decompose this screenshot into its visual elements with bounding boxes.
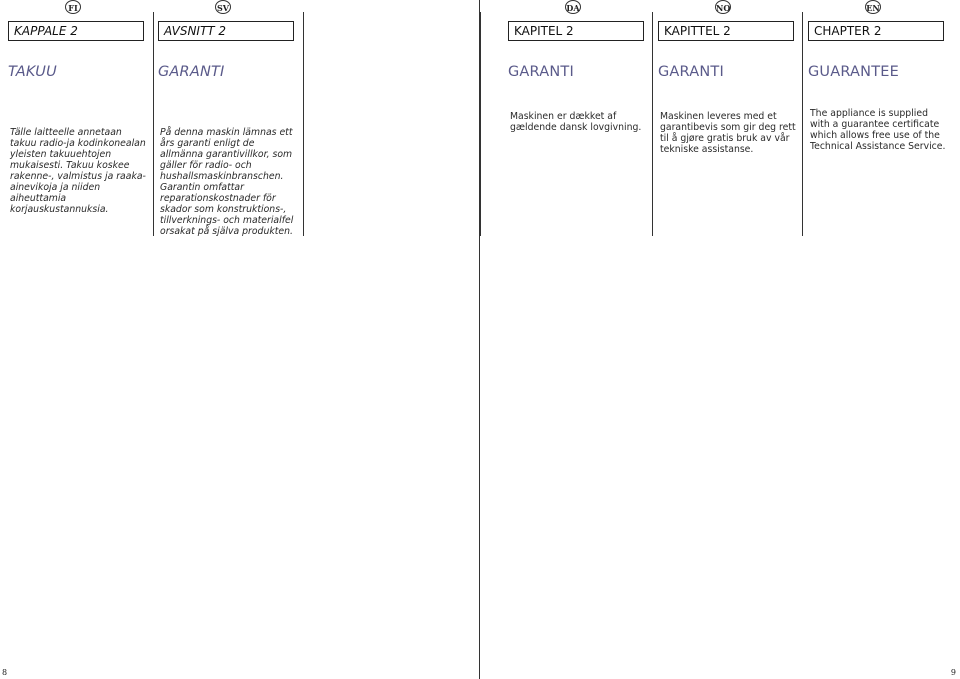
chapter-heading-fi: KAPPALE 2	[8, 21, 144, 41]
section-title-fi: TAKUU	[8, 64, 57, 80]
page-number-right: 9	[950, 668, 956, 677]
language-badge-da: DA	[565, 0, 581, 14]
chapter-heading-no: KAPITTEL 2	[658, 21, 794, 41]
column-divider	[802, 12, 803, 236]
chapter-heading-en: CHAPTER 2	[808, 21, 944, 41]
right-page	[480, 0, 960, 679]
chapter-heading-da: KAPITEL 2	[508, 21, 644, 41]
column-divider	[480, 12, 481, 236]
column-divider	[303, 12, 304, 236]
language-badge-no: NO	[715, 0, 731, 14]
column-divider	[153, 12, 154, 236]
section-title-sv: GARANTI	[158, 64, 225, 80]
body-text-en: The appliance is supplied with a guarantee certificate which allows free use of the Technical Assistance Service.	[810, 108, 946, 152]
section-title-en: GUARANTEE	[808, 64, 900, 80]
language-badge-fi: FI	[65, 0, 81, 14]
body-text-fi: Tälle laitteelle annetaan takuu radio-ja kodinkonealan yleisten takuuehtojen mukaisesti. Takuu koskee rakenne-, valmistus ja raaka-ainevikoja ja niiden aiheuttamia korjauskustannuksia.	[10, 127, 146, 215]
section-title-no: GARANTI	[658, 64, 724, 80]
body-text-da: Maskinen er dækket af gældende dansk lovgivning.	[510, 111, 642, 133]
body-text-sv: På denna maskin lämnas ett års garanti enligt de allmänna garantivillkor, som gäller för radio- och hushallsmaskinbranschen. Garantin omfattar reparationskostnader för skador som konstruktions-, tillverknings- och materialfel orsakat på själva produkten.	[160, 127, 294, 237]
body-text-no: Maskinen leveres med et garantibevis som gir deg rett til å gjøre gratis bruk av vår tekniske assistanse.	[660, 111, 796, 155]
page-number-left: 8	[2, 668, 8, 677]
chapter-heading-sv: AVSNITT 2	[158, 21, 294, 41]
section-title-da: GARANTI	[508, 64, 574, 80]
language-badge-sv: SV	[215, 0, 231, 14]
column-divider	[652, 12, 653, 236]
language-badge-en: EN	[865, 0, 881, 14]
